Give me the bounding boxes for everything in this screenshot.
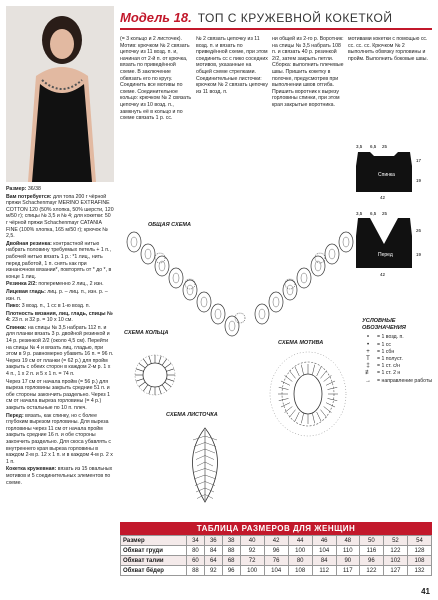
- stitch-mark: [285, 375, 293, 381]
- size-table-row: [121, 556, 432, 566]
- stitch-mark: [136, 369, 144, 371]
- stitch-mark: [301, 365, 303, 375]
- legend-item: [362, 363, 434, 370]
- size-cell: 84: [204, 546, 222, 556]
- size-cell: 100: [240, 566, 264, 576]
- size-cell: 90: [336, 556, 359, 566]
- oval-motif: [197, 292, 211, 312]
- size-cell: 38: [222, 536, 240, 546]
- oval-motif: [155, 256, 169, 276]
- front-dim-6: 42: [380, 272, 386, 277]
- connecting-ring: [285, 279, 295, 289]
- stitch-mark: [162, 359, 167, 365]
- size-table-row: [121, 536, 432, 546]
- instructions-column-3: ни общей из 2-го р. Воротник: на спицы № 3,5 набрать 108 п. и связать 40 р. резинкой 2/2, затем закрыть петли. Сборка: выполнить плечевые швы. Пришить кокетку в полочке, предусмотрев при выполнении швов отгиба. Пришить воротник к вырезу горловины спинки, при этом края закрытые воротника.: [272, 36, 344, 108]
- stitch-mark: [205, 449, 215, 453]
- size-row-label: Размер: [121, 536, 187, 546]
- oval-motif-core: [343, 237, 349, 247]
- size-table-caption: ТАБЛИЦА РАЗМЕРОВ ДЛЯ ЖЕНЩИН: [120, 522, 432, 535]
- instruction-text: 36/38: [26, 186, 41, 192]
- size-cell: 122: [383, 546, 407, 556]
- motif-pattern: [258, 348, 358, 440]
- front-dim-3: 25: [382, 211, 388, 216]
- size-cell: 76: [264, 556, 288, 566]
- stitch-mark: [289, 371, 295, 379]
- size-cell: 96: [222, 566, 240, 576]
- back-label: Спинка: [378, 172, 395, 178]
- size-cell: 104: [264, 566, 288, 576]
- size-cell: 92: [204, 566, 222, 576]
- oval-motif: [169, 268, 183, 288]
- legend-text: = 1 ст. 2 н: [377, 370, 401, 377]
- instruction-heading: Двойная резинка:: [6, 240, 52, 247]
- size-cell: 46: [312, 536, 336, 546]
- size-cell: 80: [288, 556, 312, 566]
- oval-motif-core: [229, 321, 235, 331]
- page-title: ТОП С КРУЖЕВНОЙ КОКЕТКОЙ: [197, 11, 393, 25]
- stitch-mark: [205, 475, 216, 479]
- size-table-row: [121, 566, 432, 576]
- legend-symbol: →: [365, 377, 371, 384]
- instruction-heading: Спинка:: [6, 324, 27, 331]
- stitch-mark: [317, 412, 321, 421]
- size-cell: 68: [222, 556, 240, 566]
- stitch-mark: [312, 365, 314, 375]
- instruction-text: 3 возд. п., 1 сс в 1-ю возд. п.: [20, 303, 90, 310]
- page-header: [120, 8, 432, 30]
- stitch-mark: [159, 356, 161, 364]
- instruction-text: вязать, как спинку, но с более глубоким вырезом горловины. Для выреза горловины через 11 см от начала пройм закрыть средние 16 п. и обе стороны закончить раздельно. Для скоса убавлять с внутреннего края выреза горловины в каждом 2-м р. 12 х 1 п. и в каждом 4-м р. 2 х 1 п.: [6, 412, 113, 465]
- stitch-mark: [196, 456, 205, 460]
- instruction-text: контрастной нитью набрать половину требуемых петель + 1 п., рабочей нитью вязать 1 р.: *1 лиц., нить перед работой, 1 п. снять как при изнаночном вязании*, повторять от * до *, в конце 1 лиц.: [6, 240, 112, 280]
- instruction-heading: Лицевая гладь:: [6, 288, 46, 295]
- oval-motif-core: [201, 297, 207, 307]
- size-cell: 44: [288, 536, 312, 546]
- size-cell: 127: [383, 566, 407, 576]
- size-cell: 40: [240, 536, 264, 546]
- instruction-text: для топа 200 г чёрной пряжи Schachenmayr MERINO EXTRAFINE COTTON 120 (50% хлопка, 50% шерсти, 120 м/50 г); спицы № 3,5 и № 4; для кокетки: 50 г чёрной пряжи Schachenmayr CATANIA FINE (100% хлопка, 165 м/50 г); крючок № 2,5.: [6, 193, 114, 240]
- instruction-paragraph: [6, 311, 114, 324]
- legend-text: = 1 сс: [377, 341, 391, 348]
- stitch-mark: [143, 385, 148, 391]
- oval-motif-core: [273, 297, 279, 307]
- oval-motif-core: [159, 261, 165, 271]
- oval-motif: [325, 244, 339, 264]
- stitch-mark: [205, 469, 217, 473]
- instruction-heading: Резинка 2/2:: [6, 281, 37, 288]
- oval-motif: [297, 268, 311, 288]
- leaf-diagram: [160, 412, 250, 512]
- size-table: [120, 522, 432, 576]
- stitch-mark: [320, 371, 326, 379]
- stitch-mark: [136, 379, 144, 381]
- size-row-label: Обхват груди: [121, 546, 187, 556]
- instruction-paragraph: [6, 281, 114, 288]
- instruction-paragraph: [6, 325, 114, 378]
- general-crochet-diagram: [120, 222, 360, 342]
- stitch-mark: [327, 398, 337, 400]
- instruction-heading: Вам потребуется:: [6, 193, 52, 200]
- instruction-heading: Плотность вязания, лиц. гладь, спицы № 4:: [6, 310, 113, 324]
- oval-motif: [141, 244, 155, 264]
- stitch-mark: [196, 488, 205, 492]
- oval-motif-core: [145, 249, 151, 259]
- size-cell: 54: [407, 536, 431, 546]
- size-cell: 108: [288, 566, 312, 576]
- size-cell: 60: [187, 556, 205, 566]
- legend-item: [362, 370, 434, 377]
- ring-diagram-label: СХЕМА КОЛЬЦА: [124, 330, 169, 336]
- oval-motif-core: [173, 273, 179, 283]
- oval-motif-core: [187, 285, 193, 295]
- legend-symbol: T: [366, 356, 370, 363]
- instruction-paragraph: [6, 303, 114, 310]
- oval-motif: [269, 292, 283, 312]
- model-photo-illustration: [6, 6, 114, 182]
- size-cell: 42: [264, 536, 288, 546]
- oval-motif-core: [131, 237, 137, 247]
- symbol-legend: [362, 318, 434, 385]
- size-cell: 112: [312, 566, 336, 576]
- legend-item: [362, 334, 434, 341]
- oval-motif-core: [259, 309, 265, 319]
- front-dim-2: 6,5: [370, 211, 377, 216]
- oval-motif-core: [315, 261, 321, 271]
- stitch-mark: [205, 462, 213, 466]
- size-cell: 102: [383, 556, 407, 566]
- size-cell: 64: [204, 556, 222, 566]
- motif-diagram: [258, 340, 358, 440]
- oval-motif: [211, 304, 225, 324]
- size-cell: 116: [359, 546, 383, 556]
- instruction-text: Через 17 см от начала пройм (= 56 р.) для выреза горловины закрыть средние 51 п. и обе стороны закончить раздельно. Через 1 см от начала выреза горловины (= 4 р.) закрыть остальные по 10 п. плеч.: [6, 378, 110, 411]
- instruction-paragraph: [6, 194, 114, 240]
- stitch-mark: [279, 398, 289, 400]
- legend-text: = направление работы: [377, 377, 433, 384]
- stitch-mark: [205, 456, 214, 460]
- stitch-mark: [194, 475, 205, 479]
- oval-motif-core: [287, 285, 293, 295]
- stitch-mark: [317, 367, 321, 376]
- back-schematic: [350, 140, 432, 200]
- stitch-mark: [295, 367, 299, 376]
- stitch-mark: [149, 386, 151, 394]
- stitch-mark: [281, 403, 290, 407]
- back-dim-4: 17: [416, 158, 422, 163]
- stitch-mark: [285, 406, 293, 412]
- instruction-heading: Размер:: [6, 186, 27, 192]
- stitch-mark: [165, 382, 171, 387]
- back-dim-2: 6,5: [370, 144, 377, 149]
- oval-motif: [339, 232, 353, 252]
- stitch-mark: [197, 462, 205, 466]
- legend-item: [362, 356, 434, 363]
- instructions-column-4: мотивами кокетки с помощью сс. сс. сс. сс. Крючком № 2 выполнить обвязку горловины и пройм. Выполнить боковые швы.: [348, 36, 428, 62]
- legend-symbol: ≢: [365, 370, 371, 377]
- back-dim-6: 42: [380, 195, 386, 200]
- instruction-paragraph: [6, 289, 114, 302]
- stitch-mark: [281, 381, 290, 385]
- legend-title: УСЛОВНЫЕ ОБОЗНАЧЕНИЯ: [362, 318, 406, 332]
- stitch-mark: [162, 385, 167, 391]
- front-dim-5: 19: [416, 252, 422, 257]
- size-cell: 84: [312, 556, 336, 566]
- legend-item: [362, 378, 434, 385]
- size-row-label: Обхват бёдер: [121, 566, 187, 576]
- oval-motif: [311, 256, 325, 276]
- oval-motif: [225, 316, 239, 336]
- stitch-mark: [320, 410, 326, 418]
- leaf-pattern: [160, 420, 250, 510]
- legend-text: = 1 сбн: [377, 348, 395, 355]
- stitch-mark: [166, 379, 174, 381]
- size-cell: 48: [336, 536, 359, 546]
- size-cell: 108: [407, 556, 431, 566]
- oval-motif-core: [329, 249, 335, 259]
- legend-symbol: +: [366, 348, 370, 355]
- page-number: 41: [421, 587, 430, 596]
- size-cell: 72: [240, 556, 264, 566]
- instructions-column-1: (= 3 кольцо и 2 листочек). Мотив: крючком № 2 связать цепочку из 11 возд. п. и, начиная от 2-й п. от крючка, вязать по приведённой схеме. В заключение обвязать его по кругу. Соединить все мотивы по схеме. Соединительное кольцо: крючком № 2 связать цепочку из 10 возд. п., замкнуть её в кольцо и по схеме связать 1 р. сс.: [120, 36, 192, 122]
- size-row-label: Обхват талии: [121, 556, 187, 566]
- size-cell: 88: [222, 546, 240, 556]
- back-dim-3: 25: [382, 144, 388, 149]
- legend-item: [362, 349, 434, 356]
- size-cell: 117: [336, 566, 359, 576]
- instruction-heading: Кокетка кружевная:: [6, 466, 57, 473]
- ring-pattern: [120, 340, 190, 410]
- instruction-heading: Перед:: [6, 412, 24, 419]
- stitch-mark: [166, 369, 174, 371]
- stitch-mark: [295, 412, 299, 421]
- size-cell: 92: [240, 546, 264, 556]
- instruction-paragraph: [6, 466, 114, 486]
- oval-motif-core: [301, 273, 307, 283]
- instruction-text: лиц. р. – лиц. п., изн. р. – изн. п.: [6, 288, 108, 302]
- instruction-paragraph: [6, 413, 114, 466]
- oval-motif: [255, 304, 269, 324]
- front-dim-4: 26: [416, 228, 422, 233]
- stitch-mark: [324, 375, 332, 381]
- size-cell: 96: [264, 546, 288, 556]
- legend-symbol: ‡: [366, 363, 370, 370]
- stitch-mark: [289, 410, 295, 418]
- stitch-mark: [312, 413, 314, 423]
- instruction-text: на спицы № 3,5 набрать 112 п. и для планки вязать 3 р. двойной резинкой и 14 р. резинкой 2/2 (около 4,5 см). Перейти на спицы № 4 и вязать лиц. гладью, при этом в 9 р. равномерно убавить 16 п. = 96 п. Через 19 см от планки (= 62 р.) для пройм закрыть с обеих сторон в каждом 2-м р. 1 х 4 п., 1 х 2 п. и 5 х 1 п. = 74 п.: [6, 324, 114, 378]
- size-cell: 88: [187, 566, 205, 576]
- stitch-mark: [159, 386, 161, 394]
- stitch-mark: [205, 488, 214, 492]
- size-cell: 132: [407, 566, 431, 576]
- instructions-column-2: № 2 связать цепочку из 11 возд. п. и вязать по приведённой схеме, при этом соединить сс с пико соседних мотивов, указанные на общей схеме стрелками. Соединительные листочки: крючком № 2 связать цепочку из 11 возд. п.: [196, 36, 268, 95]
- oval-motif-core: [215, 309, 221, 319]
- size-cell: 128: [407, 546, 431, 556]
- back-dim-1: 3,5: [356, 144, 363, 149]
- size-cell: 110: [336, 546, 359, 556]
- legend-text: = 1 полуст.: [377, 356, 403, 363]
- front-schematic: [350, 208, 432, 278]
- stitch-mark: [279, 387, 289, 389]
- size-cell: 52: [383, 536, 407, 546]
- stitch-mark: [301, 413, 303, 423]
- front-dim-1: 3,5: [356, 211, 363, 216]
- stitch-mark: [165, 363, 171, 368]
- connecting-ring: [185, 279, 195, 289]
- legend-item: [362, 342, 434, 349]
- stitch-mark: [139, 382, 145, 387]
- stitch-mark: [326, 403, 335, 407]
- size-table-row: [121, 546, 432, 556]
- back-dim-5: 19: [416, 178, 422, 183]
- instruction-text: вязать из 15 овальных мотивов и 5 соединительных элементов по схеме.: [6, 466, 113, 486]
- stitch-mark: [193, 469, 205, 473]
- model-photo: [6, 6, 114, 182]
- oval-motif: [127, 232, 141, 252]
- front-label: Перед: [378, 252, 393, 258]
- model-number: Модель 18.: [120, 10, 192, 25]
- legend-text: = 1 ст. с/н: [377, 363, 400, 370]
- general-diagram-label: ОБЩАЯ СХЕМА: [148, 222, 191, 228]
- stitch-mark: [149, 356, 151, 364]
- size-cell: 80: [187, 546, 205, 556]
- stitch-mark: [326, 381, 335, 385]
- instruction-text: попеременно 2 лиц., 2 изн.: [36, 281, 104, 288]
- size-cell: 122: [359, 566, 383, 576]
- legend-symbol: ∘: [366, 334, 370, 341]
- instruction-paragraph: [6, 379, 114, 412]
- instruction-paragraph: [6, 241, 114, 281]
- size-cell: 100: [288, 546, 312, 556]
- size-cell: 34: [187, 536, 205, 546]
- size-cell: 36: [204, 536, 222, 546]
- instructions-left-column: [6, 186, 114, 590]
- size-cell: 50: [359, 536, 383, 546]
- stitch-mark: [324, 406, 332, 412]
- stitch-mark: [327, 387, 337, 389]
- size-cell: 104: [312, 546, 336, 556]
- legend-text: = 1 возд. п.: [377, 334, 404, 341]
- stitch-mark: [195, 449, 205, 453]
- legend-symbol: •: [366, 341, 370, 348]
- ring-diagram: [120, 330, 190, 410]
- motif-diagram-label: СХЕМА МОТИВА: [278, 340, 324, 346]
- stitch-mark: [143, 359, 148, 365]
- stitch-mark: [139, 363, 145, 368]
- size-cell: 96: [359, 556, 383, 566]
- leaf-diagram-label: СХЕМА ЛИСТОЧКА: [166, 412, 218, 418]
- instruction-paragraph: [6, 186, 114, 193]
- instruction-text: 23 п. и 32 р. = 10 х 10 см.: [10, 317, 73, 324]
- instruction-heading: Пико:: [6, 303, 21, 310]
